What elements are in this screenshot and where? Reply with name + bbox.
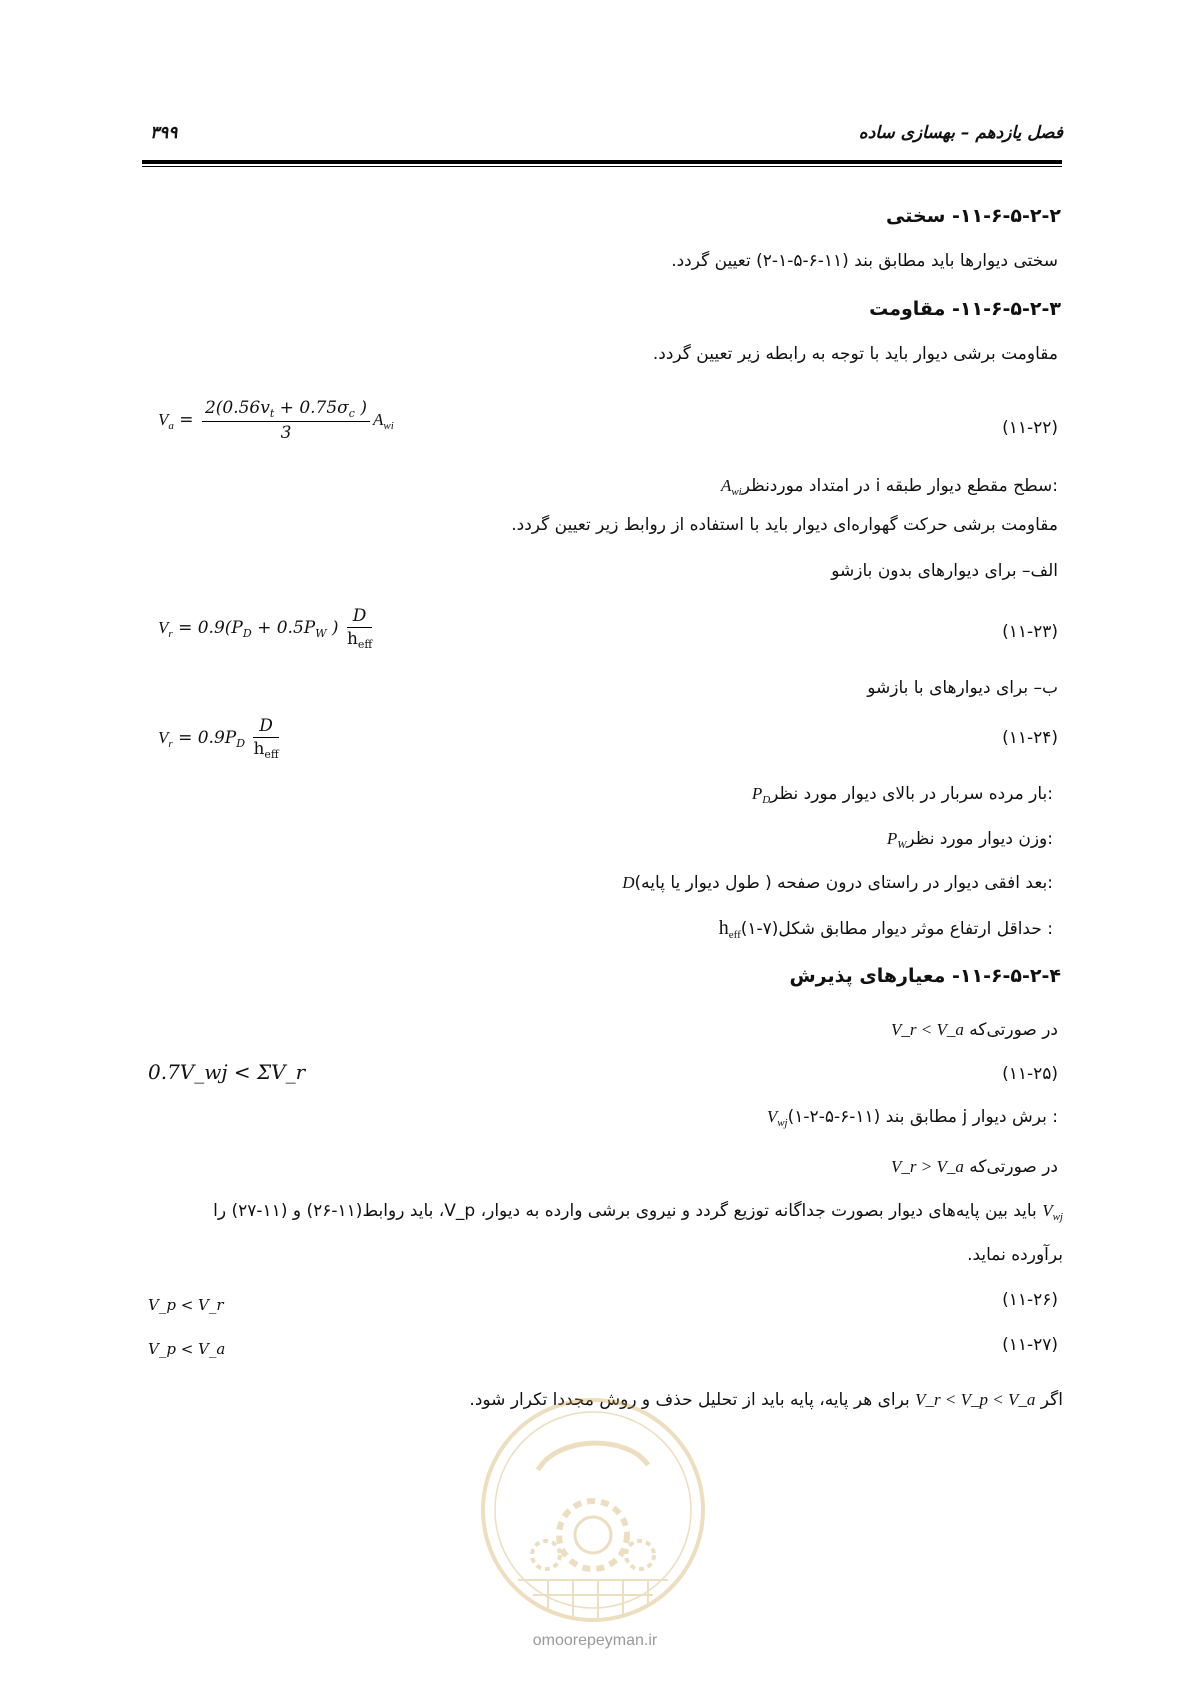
definition-d: :بعد افقی دیوار در راستای درون صفحه ( طول دیوار یا پایه)D [622,873,1053,893]
equation-23-number: (۱۱-۲۳) [1002,622,1058,642]
definition-awi: :سطح مقطع دیوار طبقه i در امتداد موردنظرA$_{wi}$ [720,476,1058,498]
equation-26: V_p < V_r [148,1296,224,1314]
equation-27: V_p < V_a [148,1340,226,1358]
section-heading-acceptance: ۱۱-۶-۵-۲-۴- معیارهای پذیرش [789,965,1061,987]
definition-pd: :بار مرده سربار در بالای دیوار مورد نظرP$_D$ [751,784,1053,806]
definition-heff: : حداقل ارتفاع موثر دیوار مطابق $شکل(۷-۱)h_{eff}$ [718,917,1053,941]
page-number: ۳۹۹ [150,123,178,143]
definition-pw: :وزن دیوار مورد نظرP$_W$ [886,829,1053,851]
rocking-text: مقاومت برشی حرکت گهواره‌ای دیوار باید با استفاده از روابط زیر تعیین گردد. [511,515,1058,535]
stiffness-text: سختی دیوارها باید مطابق بند (۱۱-۶-۵-۱-۲) تعیین گردد. [671,251,1058,271]
watermark-url: omoorepeyman.ir [532,1632,658,1649]
section-heading-strength: ۱۱-۶-۵-۲-۳- مقاومت [869,298,1061,320]
strength-text: مقاومت برشی دیوار باید با توجه به رابطه زیر تعیین گردد. [652,344,1058,364]
distribution-paragraph-line2: برآورده نماید. [967,1245,1063,1265]
condition-1: در صورتی‌که V_r < V_a [891,1020,1058,1040]
equation-25: 0.7V_wj < ΣV_r [148,1060,306,1084]
definition-vwj: : برش دیوار j مطابق بند $(۱۱-۶-۵-۲-۱)V_{wj}$ [766,1107,1058,1129]
equation-24-number: (۱۱-۲۴) [1002,728,1058,748]
section-heading-stiffness: ۱۱-۶-۵-۲-۲- سختی [886,205,1061,227]
equation-22-number: (۱۱-۲۲) [1002,418,1058,438]
equation-22: $V_a$ = $\frac{2(0.56v_t + 0.75\sigma_c )}{3}$ $A_{wi}$ [158,398,394,443]
equation-24: $V_r = 0.9P_D$ $\frac{D}{h_{eff}}$ [158,716,279,761]
distribution-paragraph-line1: $V_{wj}$ باید بین پایه‌های دیوار بصورت جداگانه توزیع گردد و نیروی برشی وارده به دیوار، V_p، باید روابط(۱۱-۲۶) و (۱۱-۲۷) را [213,1201,1063,1223]
condition-2: در صورتی‌که V_r > V_a [891,1157,1058,1177]
equation-25-number: (۱۱-۲۵) [1002,1064,1058,1084]
header-rule-thick [142,160,1062,164]
chapter-title: فصل یازدهم – بهسازی ساده [858,123,1063,143]
header-rule-thin [142,166,1062,167]
case-b-label: ب– برای دیوارهای با بازشو [867,678,1058,698]
equation-23: $V_r = 0.9(P_D + 0.5P_W$ ) $\frac{D}{h_{eff}}$ [158,606,373,651]
final-condition: اگر V_r < V_p < V_a برای هر پایه، پایه باید از تحلیل حذف و روش مجددا تکرار شود. [469,1390,1063,1410]
equation-26-number: (۱۱-۲۶) [1002,1290,1058,1310]
case-a-label: الف– برای دیوارهای بدون بازشو [831,561,1058,581]
equation-27-number: (۱۱-۲۷) [1002,1335,1058,1355]
watermark-logo [478,1395,708,1625]
